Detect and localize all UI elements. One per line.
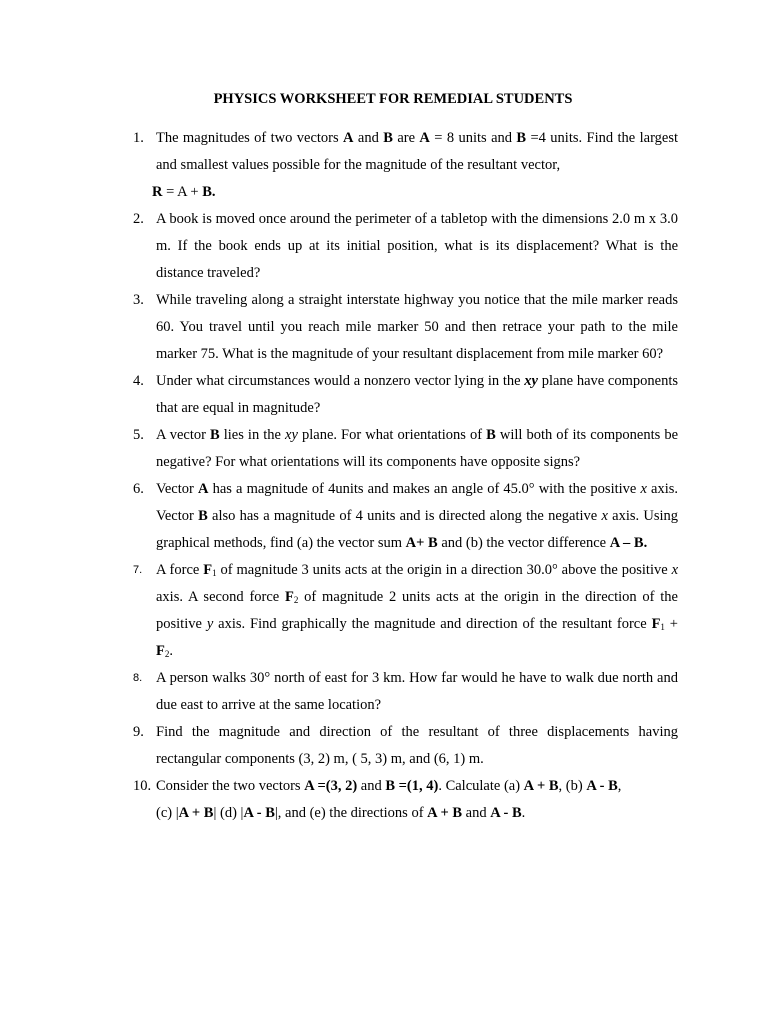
question-number: 4. [133, 373, 144, 389]
question-number: 2. [133, 211, 144, 227]
question-text: A book is moved once around the perimeter of a tabletop with the dimensions 2.0 m x 3.0 m. If the book ends up at its initial position, what is its displacement? What is the distance traveled? [156, 211, 678, 281]
question-text: The magnitudes of two vectors A and B are A = 8 units and B =4 units. Find the largest and smallest values possible for the magnitude of the resultant vector, R = A + B. [152, 130, 678, 200]
question-3 [0, 287, 768, 368]
question-8 [0, 665, 768, 719]
question-text: Find the magnitude and direction of the resultant of three displacements having rectangular components (3, 2) m, ( 5, 3) m, and (6, 1) m. [156, 724, 678, 767]
question-number: 1. [133, 130, 144, 146]
question-1 [0, 125, 768, 206]
question-list [0, 125, 768, 827]
question-number: 10. [133, 778, 152, 794]
question-text: While traveling along a straight interstate highway you notice that the mile marker reads 60. You travel until you reach mile marker 50 and then retrace your path to the mile marker 75. What is the magnitude of your resultant displacement from mile marker 60? [156, 292, 678, 362]
question-number: 6. [133, 481, 144, 497]
page-title: PHYSICS WORKSHEET FOR REMEDIAL STUDENTS [213, 91, 573, 107]
question-number: 5. [133, 427, 144, 443]
question-4 [0, 368, 768, 422]
question-text: Consider the two vectors A =(3, 2) and B =(1, 4). Calculate (a) A + B, (b) A - B, (c) |A + B| (d) |A - B|, and (e) the directions of A + B and A - B. [156, 778, 622, 821]
question-number: 3. [133, 292, 144, 308]
question-text: A vector B lies in the xy plane. For what orientations of B will both of its components be negative? For what orientations will its components have opposite signs? [156, 427, 679, 470]
question-text: Under what circumstances would a nonzero vector lying in the xy plane have components that are equal in magnitude? [156, 373, 679, 416]
question-10 [0, 773, 768, 827]
question-text: A force $F_1$ of magnitude 3 units acts at the origin in a direction 30.0° above the positive x axis. A second force $F_2$ of magnitude 2 units acts at the origin in the direction of the positive y axis. Find graphically the magnitude and direction of the resultant force $F_1 + F_2$. [156, 562, 678, 659]
question-5 [0, 422, 768, 476]
question-9 [0, 719, 768, 773]
question-6 [0, 476, 768, 557]
question-number: 9. [133, 724, 144, 740]
question-2 [0, 206, 768, 287]
question-text: Vector A has a magnitude of 4units and makes an angle of 45.0° with the positive x axis. Vector B also has a magnitude of 4 units and is directed along the negative x axis. Using graphical methods, find (a) the vector sum A+ B and (b) the vector difference A – B. [156, 481, 679, 551]
question-number: 8. [133, 672, 143, 684]
question-number: 7. [133, 564, 143, 576]
question-text: A person walks 30° north of east for 3 km. How far would he have to walk due north and due east to arrive at the same location? [156, 670, 678, 713]
question-7 [0, 557, 768, 665]
